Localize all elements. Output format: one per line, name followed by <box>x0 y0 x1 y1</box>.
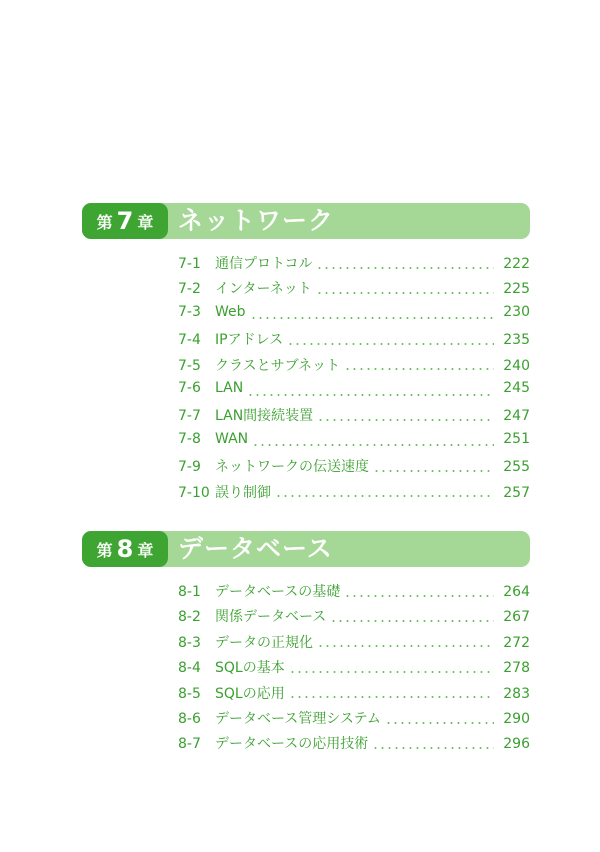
dot-leader <box>344 594 494 598</box>
page-number: 245 <box>503 379 530 396</box>
chapter-prefix: 第 <box>96 540 113 560</box>
page-number: 264 <box>503 584 530 600</box>
section-title: データの正規化 <box>215 634 313 651</box>
toc-entry[interactable] <box>178 456 530 481</box>
section-title: 通信プロトコル <box>215 256 313 272</box>
section-number: 7-8 <box>178 430 201 447</box>
section-number: 8-5 <box>178 685 201 702</box>
dot-leader <box>385 721 494 725</box>
page-number: 278 <box>503 660 530 677</box>
section-number: 7-1 <box>178 256 201 272</box>
page-number: 247 <box>503 408 530 425</box>
section-number: 7-9 <box>178 459 201 476</box>
dot-leader <box>317 644 494 648</box>
section-number: 7-3 <box>178 303 201 320</box>
page-number: 225 <box>503 281 530 298</box>
section-title: 誤り制御 <box>215 484 271 501</box>
section-title: LAN <box>215 379 244 396</box>
section-title: IPアドレス <box>215 332 284 349</box>
toc-list <box>178 253 530 507</box>
toc-entry[interactable] <box>178 632 530 657</box>
dot-leader <box>250 316 494 320</box>
dot-leader <box>247 393 494 397</box>
toc-entry[interactable] <box>178 405 530 430</box>
chapter-suffix: 章 <box>137 212 154 232</box>
section-title: ネットワークの伝送速度 <box>215 459 369 476</box>
chapter-8 <box>82 531 530 753</box>
page-number: 240 <box>503 357 530 374</box>
section-number: 8-6 <box>178 710 201 727</box>
chapter-badge <box>82 531 168 567</box>
section-number: 7-7 <box>178 408 201 425</box>
dot-leader <box>317 418 494 422</box>
dot-leader <box>373 469 494 473</box>
chapter-badge <box>82 203 168 239</box>
dot-leader <box>316 291 494 295</box>
dot-leader <box>289 670 494 674</box>
chapter-banner <box>82 531 530 567</box>
section-number: 7-5 <box>178 357 201 374</box>
page-number: 235 <box>503 332 530 349</box>
toc-list <box>178 581 530 759</box>
section-title: LAN間接続装置 <box>215 408 314 425</box>
toc-entry[interactable] <box>178 733 530 758</box>
section-title: WAN <box>215 430 249 447</box>
dot-leader <box>275 494 494 498</box>
page-number: 272 <box>503 634 530 651</box>
chapter-title: データベース <box>178 534 333 563</box>
section-number: 8-2 <box>178 609 201 626</box>
toc-entry[interactable] <box>178 581 530 606</box>
section-title: 関係データベース <box>215 609 327 626</box>
dot-leader <box>287 342 494 346</box>
section-title: SQLの基本 <box>215 660 285 677</box>
toc-entry[interactable] <box>178 380 530 405</box>
page-number: 296 <box>503 736 530 753</box>
section-number: 8-3 <box>178 634 201 651</box>
toc-entry[interactable] <box>178 278 530 303</box>
section-title: データベース管理システム <box>215 710 381 727</box>
page-number: 230 <box>503 303 530 320</box>
section-title: データベースの応用技術 <box>215 736 369 753</box>
section-number: 7-10 <box>178 484 210 501</box>
page-number: 251 <box>503 430 530 447</box>
dot-leader <box>344 367 494 371</box>
toc-entry[interactable] <box>178 355 530 380</box>
page-number: 222 <box>503 256 530 272</box>
dot-leader <box>289 695 494 699</box>
toc-entry[interactable] <box>178 657 530 682</box>
section-number: 7-4 <box>178 332 201 349</box>
page-number: 290 <box>503 710 530 727</box>
section-number: 7-6 <box>178 379 201 396</box>
chapter-suffix: 章 <box>137 540 154 560</box>
toc-entry[interactable] <box>178 708 530 733</box>
toc-entry[interactable] <box>178 304 530 329</box>
dot-leader <box>252 443 494 447</box>
toc-entry[interactable] <box>178 683 530 708</box>
chapter-7 <box>82 203 530 501</box>
dot-leader <box>316 266 494 270</box>
chapter-number: 7 <box>116 207 134 235</box>
section-title: データベースの基礎 <box>215 584 341 600</box>
chapter-banner <box>82 203 530 239</box>
page-number: 283 <box>503 685 530 702</box>
section-title: クラスとサブネット <box>215 357 341 374</box>
section-title: SQLの応用 <box>215 685 285 702</box>
section-number: 8-1 <box>178 584 201 600</box>
section-title: インターネット <box>215 281 312 298</box>
chapter-prefix: 第 <box>96 212 113 232</box>
section-number: 8-7 <box>178 736 201 753</box>
toc-entry[interactable] <box>178 253 530 278</box>
dot-leader <box>330 619 494 623</box>
section-number: 8-4 <box>178 660 201 677</box>
chapter-title: ネットワーク <box>178 206 335 235</box>
toc-entry[interactable] <box>178 329 530 354</box>
page-number: 255 <box>503 459 530 476</box>
page-number: 267 <box>503 609 530 626</box>
section-number: 7-2 <box>178 281 201 298</box>
page-number: 257 <box>503 484 530 501</box>
chapter-number: 8 <box>116 535 134 563</box>
dot-leader <box>372 746 494 750</box>
toc-entry[interactable] <box>178 431 530 456</box>
section-title: Web <box>215 303 246 320</box>
toc-entry[interactable] <box>178 606 530 631</box>
toc-entry[interactable] <box>178 482 530 507</box>
